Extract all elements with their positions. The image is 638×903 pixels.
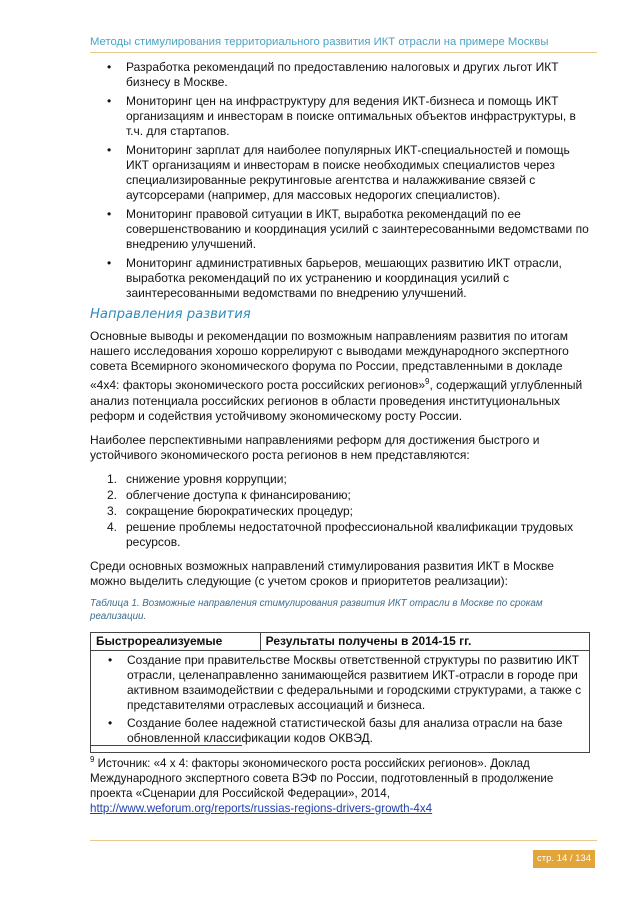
list-item: • Мониторинг правовой ситуации в ИКТ, выработка рекомендаций по ее совершенствованию и координация усилий с заинтересованными ведомствами по внедрению улучшений. <box>90 207 590 253</box>
list-item: • Создание при правительстве Москвы ответственной структуры по развитию ИКТ отрасли, целенаправленно занимающейся развитием ИКТ-отрасли в городе при активном взаимодействии с федеральными и городскими структурами, а также с представителями отраслевых ассоциаций и бизнеса. <box>94 653 586 714</box>
item-number: 4. <box>107 519 118 534</box>
footnote-text: Источник: «4 х 4: факторы экономического роста российских регионов». Доклад Международного экспертного совета ВЭФ по России, подготовленный в продолжение проекта «Сценарии для Российской Федерации», 2014, <box>90 756 554 800</box>
table-header-cell: Результаты получены в 2014-15 гг. <box>260 632 589 650</box>
footnote-link[interactable]: http://www.weforum.org/reports/russias-regions-drivers-growth-4x4 <box>90 801 433 815</box>
footnote <box>90 752 590 816</box>
item-text: сокращение бюрократических процедур; <box>126 503 353 518</box>
list-item: • Мониторинг зарплат для наиболее популярных ИКТ-специальностей и помощь ИКТ организациям и инвесторам в поиске необходимых специалистов через специализированные рекрутинговые агентства и налажживание связей с аутсорсерами (например, для массовых недорогих специалистов). <box>90 143 590 204</box>
table-row <box>91 650 590 752</box>
paragraph-text: , содержащий углубленный анализ потенциала российских регионов в области проведения институциональных реформ и содействия устойчивому экономическому росту России. <box>90 378 583 423</box>
item-text: облегчение доступа к финансированию; <box>126 488 351 503</box>
footer-divider <box>90 840 597 841</box>
footnote-divider <box>90 745 242 746</box>
list-item <box>90 488 590 503</box>
table-bullet-list <box>94 653 586 746</box>
page-number-badge: стр. 14 / 134 <box>533 850 595 868</box>
paragraph-findings <box>90 329 590 424</box>
footnote-number: 9 <box>90 755 95 764</box>
numbered-list <box>90 472 590 550</box>
list-item: • Мониторинг цен на инфраструктуру для ведения ИКТ-бизнеса и помощь ИКТ организациям и инвесторам в поиске оптимальных объектов инфраструктуры, в т.ч. для стартапов. <box>90 94 590 140</box>
item-number: 2. <box>107 488 118 503</box>
list-item: • Мониторинг административных барьеров, мешающих развитию ИКТ отрасли, выработка рекомендаций по их устранению и координация усилий с заинтересованными ведомствами по внедрению улучшений. <box>90 256 590 302</box>
running-header: Методы стимулирования территориального развития ИКТ отрасли на примере Москвы <box>90 36 597 53</box>
list-item <box>90 520 590 550</box>
item-text: решение проблемы недостаточной профессиональной квалификации трудовых ресурсов. <box>126 519 574 549</box>
table-cell <box>91 650 590 752</box>
bullet-list <box>90 60 590 302</box>
paragraph-reforms: Наиболее перспективными направлениями реформ для достижения быстрого и устойчивого экономического роста регионов в нем представляются: <box>90 433 540 463</box>
item-text: снижение уровня коррупции; <box>126 472 287 487</box>
paragraph-directions: Среди основных возможных направлений стимулирования развития ИКТ в Москве можно выделить следующие (с учетом сроков и приоритетов реализации): <box>90 558 554 589</box>
footnote-reference[interactable]: 9 <box>425 377 430 387</box>
item-number: 1. <box>107 472 118 487</box>
list-item <box>90 472 590 487</box>
directions-table <box>90 632 590 753</box>
table-caption: Таблица 1. Возможные направления стимулирования развития ИКТ отрасли в Москве по срокам реализации. <box>90 598 543 622</box>
list-item: • Создание более надежной статистической базы для анализа отрасли на базе обновленной классификации кодов ОКВЭД. <box>94 716 586 746</box>
paragraph-text: Основные выводы и рекомендации по возможным направлениям развития по итогам нашего исследования хорошо коррелируют с выводами международного экспертного совета Всемирного экономического форума по России, представленными в докладе «4х4: факторы экономического роста российских регионов» <box>90 328 569 393</box>
table-header-cell: Быстрореализуемые <box>91 632 261 650</box>
table-header-row <box>91 632 590 650</box>
list-item: • Разработка рекомендаций по предоставлению налоговых и других льгот ИКТ бизнесу в Москве. <box>90 60 590 90</box>
list-item <box>90 504 590 519</box>
page-content <box>90 60 590 753</box>
item-number: 3. <box>107 503 118 518</box>
section-heading: Направления развития <box>90 306 251 322</box>
